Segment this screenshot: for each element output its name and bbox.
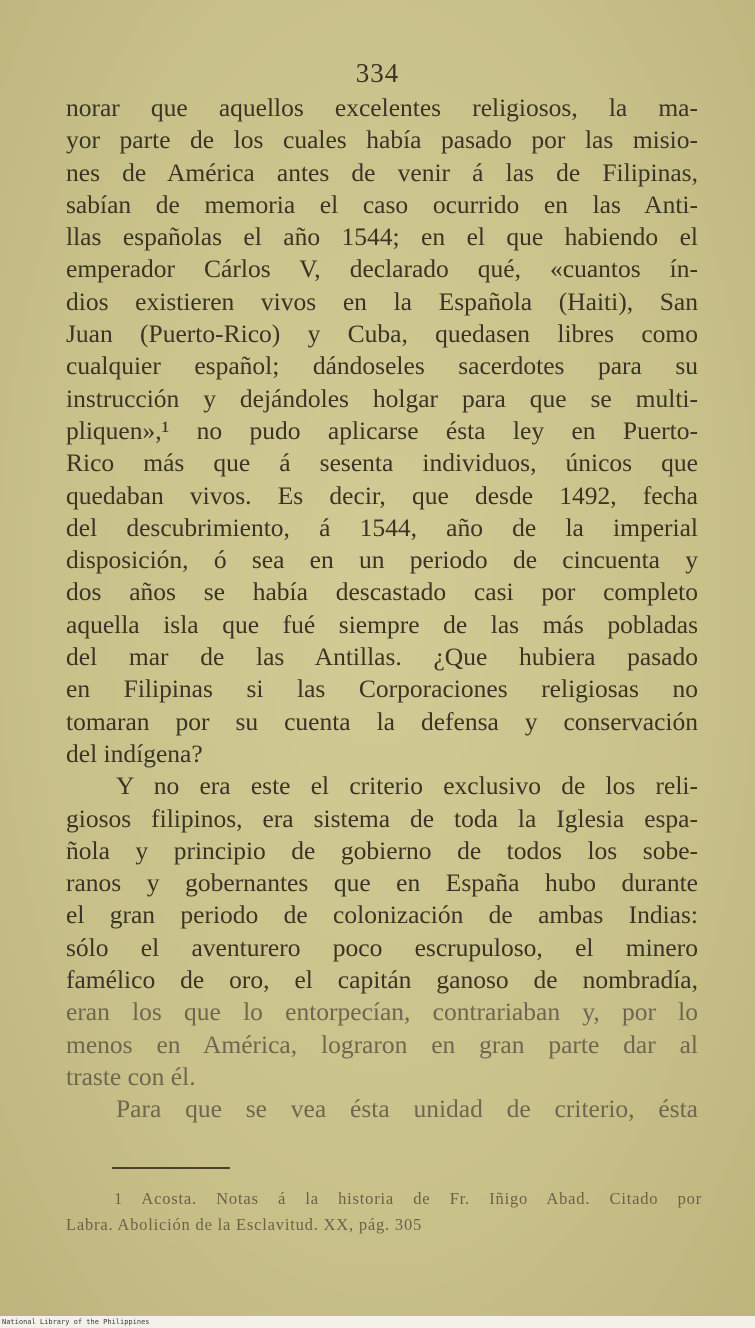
text-line: del descubrimiento, á 1544, año de la imperial — [66, 512, 698, 542]
text-line: tomaran por su cuenta la defensa y conservación — [66, 706, 698, 736]
text-line: sabían de memoria el caso ocurrido en las Anti- — [66, 189, 698, 219]
footnote-line: Labra. Abolición de la Esclavitud. XX, pág. 305 — [66, 1215, 423, 1234]
page-number: 334 — [355, 58, 400, 88]
text-line: ranos y gobernantes que en España hubo durante — [66, 868, 698, 898]
text-line: yor parte de los cuales había pasado por las misio- — [66, 125, 698, 155]
footnote-divider — [112, 1167, 230, 1169]
footnote-line: 1 Acosta. Notas á la historia de Fr. Iñigo Abad. Citado por — [114, 1189, 702, 1208]
text-line: pliquen»,¹ no pudo aplicarse ésta ley en Puerto- — [66, 415, 698, 445]
text-line: del indígena? — [66, 738, 203, 768]
text-line: Rico más que á sesenta individuos, únicos que — [66, 448, 698, 478]
text-line: giosos filipinos, era sistema de toda la Iglesia espa- — [66, 803, 698, 833]
text-line: Y no era este el criterio exclusivo de los reli- — [116, 771, 698, 801]
text-line: Juan (Puerto-Rico) y Cuba, quedasen libres como — [66, 319, 698, 349]
text-line: el gran periodo de colonización de ambas Indias: — [66, 900, 698, 930]
text-line: norar que aquellos excelentes religiosos, la ma- — [66, 93, 698, 122]
text-line: disposición, ó sea en un periodo de cincuenta y — [66, 545, 698, 575]
text-line: en Filipinas si las Corporaciones religiosas no — [66, 674, 698, 704]
text-line: eran los que lo entorpecían, contrariaban y, por lo — [66, 997, 698, 1027]
text-line: quedaban vivos. Es decir, que desde 1492, fecha — [66, 480, 698, 510]
footnote — [66, 1186, 702, 1238]
text-line: traste con él. — [66, 1061, 196, 1091]
library-credit: National Library of the Philippines — [2, 1318, 150, 1326]
text-line: dios existieren vivos en la Española (Haiti), San — [66, 286, 698, 316]
text-line: emperador Cárlos V, declarado qué, «cuantos ín- — [66, 254, 698, 284]
text-line: famélico de oro, el capitán ganoso de nombradía, — [66, 965, 698, 995]
text-line: ñola y principio de gobierno de todos los sobe- — [66, 835, 698, 865]
text-line: sólo el aventurero poco escrupuloso, el minero — [66, 932, 698, 962]
text-line: del mar de las Antillas. ¿Que hubiera pasado — [66, 642, 698, 672]
text-line: nes de América antes de venir á las de Filipinas, — [66, 157, 698, 187]
text-line: menos en América, lograron en gran parte dar al — [66, 1029, 698, 1059]
body-text — [66, 92, 698, 1126]
text-line: Para que se vea ésta unidad de criterio, ésta — [116, 1094, 698, 1124]
text-line: cualquier español; dándoseles sacerdotes para su — [66, 351, 698, 381]
text-line: llas españolas el año 1544; en el que habiendo el — [66, 222, 698, 252]
text-line: dos años se había descastado casi por completo — [66, 577, 698, 607]
text-line: aquella isla que fué siempre de las más pobladas — [66, 609, 698, 639]
text-line: instrucción y dejándoles holgar para que se multi- — [66, 383, 698, 413]
